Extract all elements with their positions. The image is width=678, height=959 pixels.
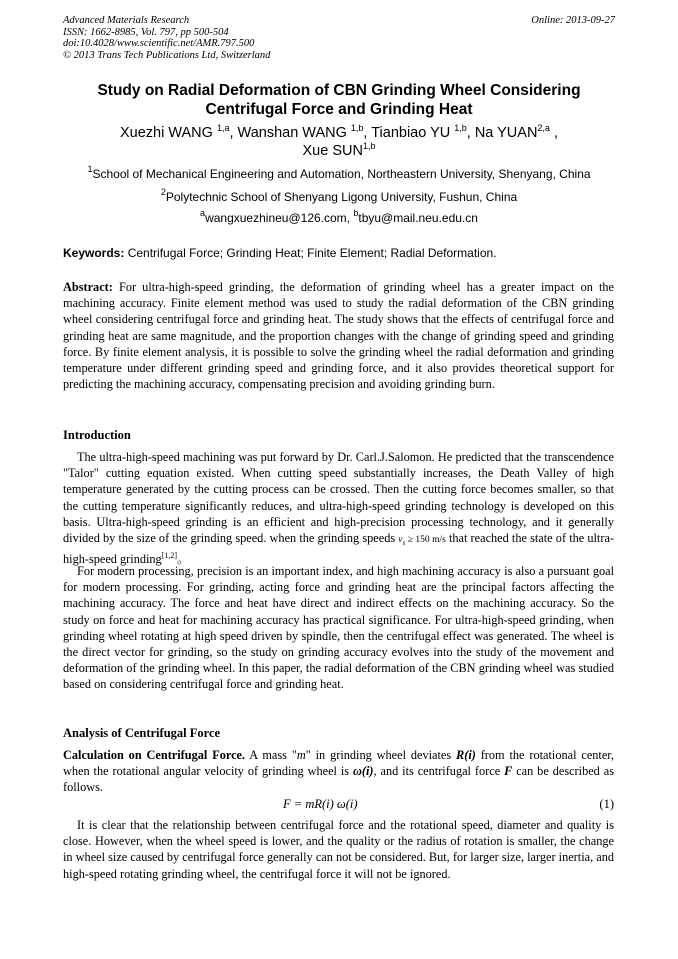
email-line: $^a$wangxuezhineu@126.com, $^b$tbyu@mail.neu.edu.cn — [200, 208, 478, 225]
author-affil: 1,b — [350, 123, 364, 133]
author-name: Tianbiao YU — [371, 125, 451, 141]
author-name: Na YUAN — [474, 125, 538, 141]
author-name: Wanshan WANG — [237, 125, 347, 141]
abstract — [63, 279, 614, 392]
intro-paragraph-1: The ultra-high-speed machining was put forward by Dr. Carl.J.Salomon. He predicted that the transcendence "Talor" cutting equation existed. When cutting speed substantially increases, the Death Valley of high temperature generated by the cutting process can be crossed. Then the cutting force becomes smaller, so that the cutting temperature significantly reduces, and ultra-high-speed grinding technology is developed on this basis. Ultra-high-speed grinding is an efficient and high-precision processing technology, and it generally divided by the size of the grinding speed. when the grinding speeds $v_s \ge 150$ m/s that reached the state of the ultra-high-speed grinding[1,2]。 — [63, 450, 614, 567]
paper-title — [60, 82, 618, 119]
affiliation-1: $^1$School of Mechanical Engineering and Automation, Northeastern University, Shenyang, China — [87, 164, 591, 181]
section-heading-analysis: Analysis of Centrifugal Force — [63, 726, 221, 740]
author-affil: 2,a — [537, 123, 550, 133]
author-affil: 1,a — [216, 123, 230, 133]
affiliation-2: $^2$Polytechnic School of Shenyang Ligong University, Fushun, China — [160, 187, 518, 204]
abstract-label: Abstract: — [63, 280, 113, 294]
equation-body: F = mR(i) ω(i) — [283, 797, 358, 811]
email-a: wangxuezhineu@126.com, — [205, 211, 350, 225]
doi-line: doi:10.4028/www.scientific.net/AMR.797.500 — [63, 38, 255, 49]
issn-line: ISSN: 1662-8985, Vol. 797, pp 500-504 — [63, 26, 229, 38]
keywords-label: Keywords: — [63, 246, 125, 260]
title-line-2: Centrifugal Force and Grinding Heat — [205, 100, 473, 118]
keywords — [63, 246, 497, 260]
email-b: tbyu@mail.neu.edu.cn — [358, 211, 478, 225]
author-list: Xuezhi WANG $^{1,a}$, Wanshan WANG $^{1,b}$, Tianbiao YU $^{1,b}$, Na YUAN$^{2,a}$ , Xue SUN$^{1,b}$ — [120, 123, 558, 159]
online-date: Online: 2013-09-27 — [531, 15, 615, 26]
equation-number: (1) — [599, 797, 614, 811]
abstract-text: For ultra-high-speed grinding, the deformation of grinding wheel has a greater impact on the machining accuracy. Finite element method was used to study the radial deformation of the CBN grinding wheel considering centrifugal force and grinding heat. The study shows that the effects of centrifugal force and grinding heat are same magnitude, and the proportion changes with the change of grinding speed and grinding force. By finite element analysis, it is possible to solve the grinding wheel the radial deformation and grinding temperature under different grinding speed and grinding force, and it also provides theoretical support for predicting the machining accuracy, compensating precision and avoiding grinding burn. — [63, 280, 615, 392]
title-line-1: Study on Radial Deformation of CBN Grinding Wheel Considering — [97, 82, 581, 99]
section-heading-introduction: Introduction — [63, 428, 131, 442]
author-affil: 1,b — [362, 141, 376, 151]
speed-formula: $v_s \ge 150$ m/s — [398, 535, 446, 547]
citation: [1,2] — [161, 551, 178, 561]
keywords-text: Centrifugal Force; Grinding Heat; Finite Element; Radial Deformation. — [127, 246, 497, 260]
subsection-label: Calculation on Centrifugal Force. — [63, 748, 246, 762]
journal-name: Advanced Materials Research — [63, 15, 190, 26]
analysis-paragraph-1: Calculation on Centrifugal Force. A mass "m" in grinding wheel deviates R(i) from the rotational center, when the rotational angular velocity of grinding wheel is ω(i), and its centrifugal force F can be described as follows. — [63, 748, 614, 795]
author-affil: 1,b — [454, 123, 467, 133]
analysis-paragraph-2: It is clear that the relationship between centrifugal force and the rotational speed, diameter and quality is close. However, when the wheel speed is lower, and the quality or the radius of rotation is smaller, the change in wheel size caused by centrifugal force generally can not be considered. But, for larger size, larger inertia, and high-speed rotating grinding wheel, the centrifugal force it will not be ignored. — [63, 818, 614, 881]
journal-header — [63, 15, 270, 61]
copyright-line: © 2013 Trans Tech Publications Ltd, Switzerland — [63, 49, 271, 61]
author-name: Xue SUN — [302, 143, 363, 159]
author-name: Xuezhi WANG — [120, 125, 213, 141]
intro-paragraph-2: For modern processing, precision is an important index, and high machining accuracy is also a pursuant goal for modern processing. For grinding, acting force and grinding heat are the principal factors affecting the machining accuracy. The force and heat have direct and indirect effects on the machining accuracy. So the study on force and heat for machining accuracy has practical significance. For ultra-high-speed grinding, when grinding wheel rotating at high speed driven by spindle, then the centrifugal effect was generated. The wheel is the direct vector for grinding, so the study on grinding accuracy evolves into the study of the movement and deformation of the grinding wheel. In this paper, the radial deformation of the CBN grinding wheel was studied based on considering centrifugal force and grinding heat. — [63, 564, 614, 692]
